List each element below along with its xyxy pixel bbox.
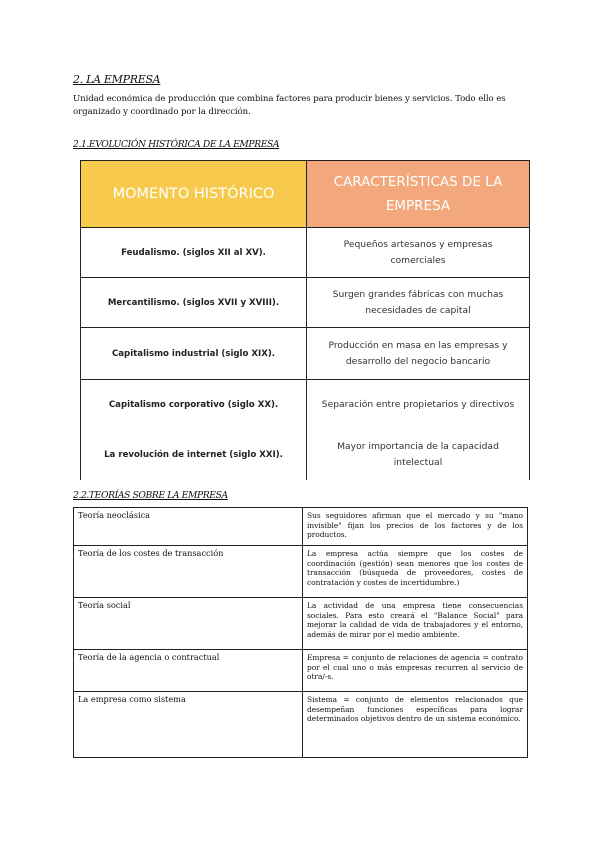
features-cell: Producción en masa en las empresas y desarrollo del negocio bancario [328,339,508,367]
theory-description-cell: Sistema = conjunto de elementos relacionados que desempeñan funciones específicas para lograr determinados objetivos dentro de un sistema económico. [303,692,528,758]
features-cell: Mayor importancia de la capacidad intelectual [337,441,499,468]
evolution-table [80,160,530,480]
theory-name-cell: Teoría de los costes de transacción [74,546,303,598]
table-row [80,380,530,430]
moment-cell: Capitalismo corporativo (siglo XX). [81,380,307,430]
table-row [74,508,528,546]
theory-name-cell: Teoría social [74,598,303,650]
table-row [74,692,528,758]
table-row [80,278,530,328]
table-row [74,546,528,598]
moment-cell: La revolución de internet (siglo XXI). [81,430,307,480]
theory-name-cell: Teoría neoclásica [74,508,303,546]
theory-description-cell: La actividad de una empresa tiene consecuencias sociales. Para esto creará el "Balance Social" para mejorar la calidad de vida de trabajadores y el entorno, además de mirar por el medio ambiente. [303,598,528,650]
theory-name-cell: La empresa como sistema [74,692,303,758]
moment-cell: Mercantilismo. (siglos XVII y XVIII). [81,278,307,327]
moment-cell: Capitalismo industrial (siglo XIX). [81,328,307,379]
theories-table [73,507,528,758]
moment-cell: Feudalismo. (siglos XII al XV). [81,228,307,277]
table-row [74,650,528,692]
features-cell: Pequeños artesanos y empresas comerciales [343,238,493,266]
table-row [80,328,530,380]
header-momento-historico: MOMENTO HISTÓRICO [81,161,307,227]
subsection-heading-teorias: 2.2.TEORÍAS SOBRE LA EMPRESA [73,490,228,501]
section-heading-empresa: 2. LA EMPRESA [73,73,161,86]
header-caracteristicas: CARACTERÍSTICAS DE LA EMPRESA [307,161,529,227]
evolution-table-header [80,160,530,228]
intro-paragraph: Unidad económica de producción que combina factores para producir bienes y servicios. Todo ello es organizado y coordinado por la dirección. [73,94,506,117]
theory-name-cell: Teoría de la agencia o contractual [74,650,303,692]
features-cell: Surgen grandes fábricas con muchas necesidades de capital [332,288,504,316]
subsection-heading-evolucion: 2.1.EVOLUCIÓN HISTÓRICA DE LA EMPRESA [73,139,280,150]
table-row [80,228,530,278]
table-row [74,598,528,650]
theory-description-cell: Sus seguidores afirman que el mercado y su "mano invisible" fijan los precios de los factores y de los productos. [303,508,528,546]
table-row [80,430,530,480]
theory-description-cell: La empresa actúa siempre que los costes de coordinación (gestión) sean menores que los costes de transacción (búsqueda de proveedores, costes de contratación y costes de incertidumbre.) [303,546,528,598]
features-cell: Separación entre propietarios y directivos [321,399,515,410]
theory-description-cell: Empresa = conjunto de relaciones de agencia = contrato por el cual uno o más empresas recurren al servicio de otra/-s. [303,650,528,692]
